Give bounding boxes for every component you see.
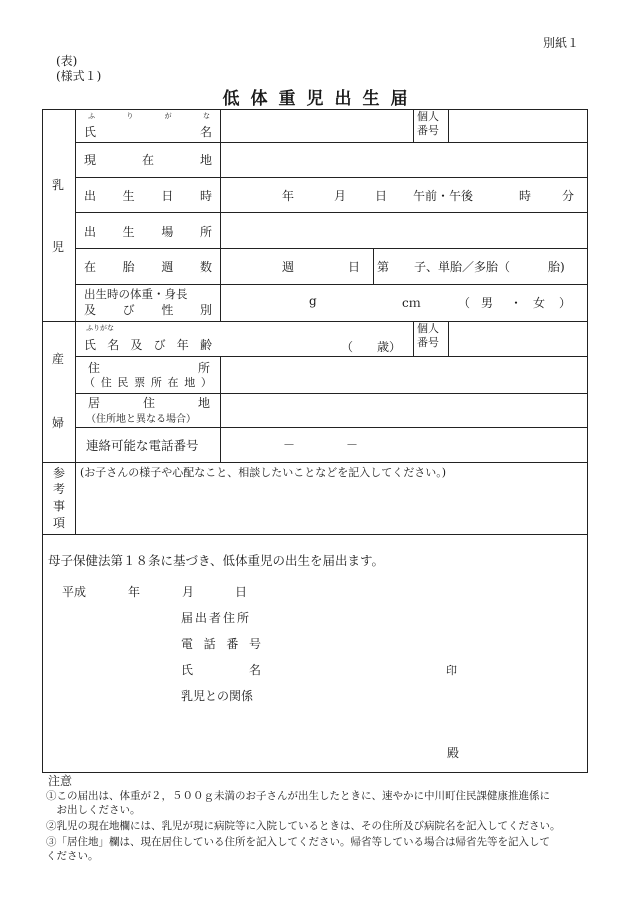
sex-open-paren: （ — [458, 296, 471, 310]
footnote-item: ③「居住地」欄は、現在居住している住所を記入してください。帰省等している場合は帰省先等を記入して — [46, 836, 550, 848]
declaration-statement: 母子保健法第１８条に基づき、低体重児の出生を届出ます。 — [48, 553, 385, 568]
mother-section-label-char: 婦 — [51, 416, 64, 430]
sex-option-female[interactable]: 女 — [533, 296, 546, 310]
residence-label: 住 所 — [88, 361, 210, 375]
birth-order-prefix: 第 — [377, 260, 390, 274]
birth-minute-unit: 分 — [562, 189, 575, 203]
page-title: 低体重児出生届 — [222, 89, 419, 109]
notes-section-label-char: 参 — [52, 466, 65, 480]
row-divider — [75, 248, 587, 249]
current-address-label: 居 住 地 — [88, 396, 210, 410]
footnote-item: お出しください。 — [46, 804, 141, 816]
footnote-item: ください。 — [46, 850, 99, 862]
birth-place-field[interactable] — [221, 214, 586, 245]
mother-personal-number-field[interactable] — [449, 322, 586, 354]
gestation-divider — [373, 248, 374, 284]
infant-name-field[interactable] — [221, 110, 411, 140]
current-address-field[interactable] — [221, 394, 586, 425]
addressee-mark: 殿 — [447, 746, 460, 760]
sex-separator: ・ — [510, 296, 523, 310]
notes-instruction: (お子さんの様子や心配なこと、相談したいことなどを記入してください。) — [80, 466, 447, 479]
weight-unit: g — [309, 294, 317, 308]
section-divider — [43, 534, 587, 535]
applicant-name-label: 氏 名 — [181, 663, 261, 677]
side-label: (表) — [56, 54, 78, 68]
relationship-label: 乳児との関係 — [181, 689, 254, 703]
applicant-address-label: 届出者住所 — [181, 611, 252, 625]
section-label-divider — [75, 110, 76, 534]
am-pm-selector[interactable]: 午前・午後 — [413, 189, 474, 203]
infant-address-label: 現 在 地 — [84, 153, 212, 167]
mother-phone-field[interactable] — [221, 428, 586, 460]
row-divider — [75, 177, 587, 178]
applicant-phone-label: 電 話 番 号 — [181, 637, 261, 651]
footnote-item: ①この届出は、体重が２，５００ｇ未満のお子さんが出生したときに、速やかに中川町住民課健康推進係に — [46, 790, 550, 802]
date-era-label: 平成 — [62, 585, 87, 599]
mother-name-age-label: 氏 名 及 び 年 齢 — [84, 338, 212, 352]
gestation-week-unit: 週 — [282, 260, 295, 274]
gestation-day-unit: 日 — [348, 260, 361, 274]
birth-day-unit: 日 — [375, 189, 388, 203]
birth-place-label: 出 生 場 所 — [84, 225, 212, 239]
mother-phone-label: 連絡可能な電話番号 — [86, 438, 199, 453]
date-month-unit: 月 — [182, 585, 195, 599]
weight-label-line2: 及 び 性 別 — [84, 303, 212, 317]
phone-dash: － — [346, 438, 359, 452]
gestation-label: 在 胎 週 数 — [84, 260, 212, 274]
birth-order-text: 子、単胎／多胎（ — [414, 260, 511, 274]
mother-personal-number-label: 個人 番号 — [417, 322, 439, 349]
section-divider — [43, 462, 587, 463]
notes-field[interactable] — [76, 480, 586, 530]
infant-name-label: 氏 名 — [84, 125, 212, 139]
infant-section-label-char: 児 — [51, 240, 64, 254]
notes-section-label-char: 事 — [52, 499, 65, 513]
birth-datetime-label: 出 生 日 時 — [84, 189, 212, 203]
form-number: (様式１) — [56, 69, 102, 83]
weight-label-line1: 出生時の体重・身長 — [84, 287, 188, 301]
current-address-sub-label: （住所地と異なる場合） — [86, 414, 196, 425]
sex-close-paren: ） — [559, 296, 572, 310]
personal-number-divider — [413, 110, 414, 142]
row-divider — [75, 284, 587, 285]
infant-address-field[interactable] — [221, 143, 586, 176]
notes-section-label-char: 考 — [52, 482, 65, 496]
personal-number-divider — [413, 321, 414, 356]
infant-personal-number-label: 個人 番号 — [417, 110, 439, 137]
footnote-item: ②乳児の現在地欄には、乳児が現に病院等に入院しているときは、その住所及び病院名を記入してください。 — [46, 820, 561, 832]
infant-name-ruby: ふ り が な — [88, 112, 210, 120]
birth-year-unit: 年 — [282, 189, 295, 203]
attachment-label: 別紙１ — [543, 36, 580, 50]
date-day-unit: 日 — [235, 585, 248, 599]
infant-personal-number-field[interactable] — [449, 110, 586, 140]
date-year-unit: 年 — [128, 585, 141, 599]
footnote-heading: 注意 — [48, 774, 73, 788]
mother-name-field[interactable] — [221, 322, 341, 354]
seal-mark: 印 — [446, 664, 457, 677]
residence-sub-label: （ 住 民 票 所 在 地 ） — [84, 376, 212, 389]
notes-section-label-char: 項 — [52, 516, 65, 530]
birth-month-unit: 月 — [334, 189, 347, 203]
mother-name-ruby: ふりがな — [86, 324, 114, 332]
phone-dash: － — [283, 438, 296, 452]
height-unit: cｍ — [402, 296, 421, 310]
sex-option-male[interactable]: 男 — [481, 296, 494, 310]
row-divider — [75, 212, 587, 213]
residence-field[interactable] — [221, 357, 586, 391]
mother-section-label-char: 産 — [51, 352, 64, 366]
birth-order-suffix: 胎) — [548, 260, 565, 274]
mother-age-field[interactable]: （ 歳） — [341, 340, 402, 354]
birth-hour-unit: 時 — [519, 189, 532, 203]
infant-section-label-char: 乳 — [51, 178, 64, 192]
